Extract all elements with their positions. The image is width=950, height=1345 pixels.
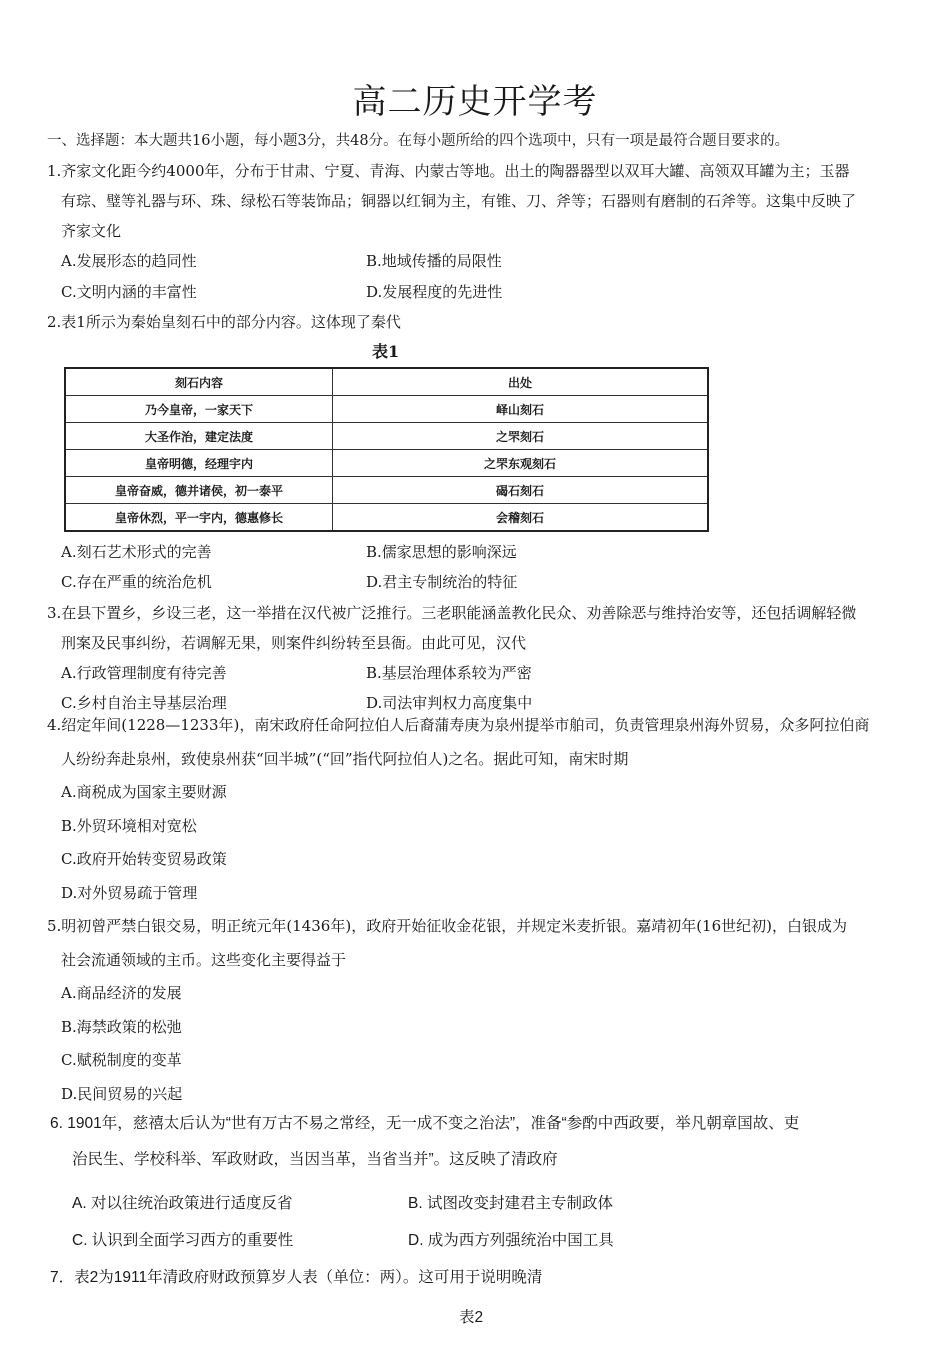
section-instructions: 一、选择题：本大题共16小题，每小题3分，共48分。在每小题所给的四个选项中，只有一项是最符合题目要求的。: [47, 133, 790, 149]
table1-header-content: 刻石内容: [65, 368, 333, 396]
q1-stem-line3: 齐家文化: [61, 222, 122, 240]
q5-option-d: D.民间贸易的兴起: [61, 1085, 183, 1103]
q7-stem-line1: 7．表2为1911年清政府财政预算岁人表（单位：两）。这可用于说明晚清: [50, 1269, 543, 1286]
q2-option-b: B.儒家思想的影响深远: [366, 543, 517, 561]
q2-option-d: D.君主专制统治的特征: [366, 573, 518, 591]
q4-option-a: A.商税成为国家主要财源: [61, 783, 227, 801]
q1-stem-line1: 1.齐家文化距今约4000年，分布于甘肃、宁夏、青海、内蒙古等地。出土的陶器器型以双耳大罐、高领双耳罐为主；玉器: [47, 162, 850, 180]
q3-option-d: D.司法审判权力高度集中: [366, 694, 533, 712]
q6-option-b: B. 试图改变封建君主专制政体: [408, 1195, 613, 1212]
table-row: [65, 450, 708, 477]
q4-stem-line1: 4.绍定年间(1228—1233年)，南宋政府任命阿拉伯人后裔蒲寿庚为泉州提举市舶司，负责管理泉州海外贸易，众多阿拉伯商: [47, 716, 870, 734]
q2-option-a: A.刻石艺术形式的完善: [61, 543, 212, 561]
q5-option-a: A.商品经济的发展: [61, 984, 182, 1002]
table1-cell: 皇帝休烈，平一宇内，德惠修长: [65, 504, 333, 532]
q1-option-c: C.文明内涵的丰富性: [61, 283, 197, 301]
table1-cell: 皇帝明德，经理宇内: [65, 450, 333, 477]
q5-stem-line2: 社会流通领域的主币。这些变化主要得益于: [61, 951, 347, 969]
q6-option-c: C. 认识到全面学习西方的重要性: [72, 1232, 294, 1249]
table1-header-source: 出处: [333, 368, 709, 396]
table1-cell: 峄山刻石: [333, 396, 709, 423]
table-row: [65, 477, 708, 504]
q3-option-c: C.乡村自治主导基层治理: [61, 694, 227, 712]
q6-option-a: A. 对以往统治政策进行适度反省: [72, 1195, 293, 1212]
table-row: [65, 396, 708, 423]
q5-option-b: B.海禁政策的松弛: [61, 1018, 182, 1036]
table-row: [65, 423, 708, 450]
q3-option-a: A.行政管理制度有待完善: [61, 664, 227, 682]
q1-stem-line2: 有琮、璧等礼器与环、珠、绿松石等装饰品；铜器以红铜为主，有锥、刀、斧等；石器则有磨制的石斧等。这集中反映了: [61, 192, 857, 210]
q2-option-c: C.存在严重的统治危机: [61, 573, 212, 591]
q1-option-b: B.地域传播的局限性: [366, 252, 502, 270]
q4-option-b: B.外贸环境相对宽松: [61, 817, 197, 835]
table1-caption: 表1: [372, 342, 400, 361]
q3-stem-line1: 3.在县下置乡，乡设三老，这一举措在汉代被广泛推行。三老职能涵盖教化民众、劝善除恶与维持治安等，还包括调解轻微: [47, 604, 857, 622]
q4-option-d: D.对外贸易疏于管理: [61, 884, 198, 902]
table1-cell: 之罘刻石: [333, 423, 709, 450]
q1-option-d: D.发展程度的先进性: [366, 283, 503, 301]
table1-cell: 大圣作治，建定法度: [65, 423, 333, 450]
q6-option-d: D. 成为西方列强统治中国工具: [408, 1232, 614, 1249]
table1-cell: 之罘东观刻石: [333, 450, 709, 477]
q3-option-b: B.基层治理体系较为严密: [366, 664, 532, 682]
q6-stem-line1: 6. 1901年，慈禧太后认为“世有万古不易之常经，无一成不变之治法”，准备“参酌中西政要，举凡朝章国故、吏: [50, 1115, 800, 1132]
table1-cell: 会稽刻石: [333, 504, 709, 532]
table1: [64, 367, 709, 532]
q4-stem-line2: 人纷纷奔赴泉州，致使泉州获“回半城”(“回”指代阿拉伯人)之名。据此可知，南宋时期: [61, 750, 629, 768]
table2-caption: 表2: [459, 1309, 484, 1326]
table1-header-row: [65, 368, 708, 396]
page-title: 高二历史开学考: [352, 82, 598, 122]
q3-stem-line2: 刑案及民事纠纷，若调解无果，则案件纠纷转至县衙。由此可见，汉代: [61, 634, 527, 652]
table-row: [65, 504, 708, 532]
q1-option-a: A.发展形态的趋同性: [61, 252, 197, 270]
table1-cell: 皇帝奋威，德并诸侯，初一泰平: [65, 477, 333, 504]
q5-option-c: C.赋税制度的变革: [61, 1051, 182, 1069]
table1-cell: 碣石刻石: [333, 477, 709, 504]
q6-stem-line2: 治民生、学校科举、军政财政，当因当革，当省当并”。这反映了清政府: [72, 1151, 558, 1168]
q2-stem-line1: 2.表1所示为秦始皇刻石中的部分内容。这体现了秦代: [47, 313, 401, 331]
q4-option-c: C.政府开始转变贸易政策: [61, 850, 227, 868]
q5-stem-line1: 5.明初曾严禁白银交易，明正统元年(1436年)，政府开始征收金花银，并规定米麦折银。嘉靖初年(16世纪初)，白银成为: [47, 917, 847, 935]
table1-cell: 乃今皇帝，一家天下: [65, 396, 333, 423]
